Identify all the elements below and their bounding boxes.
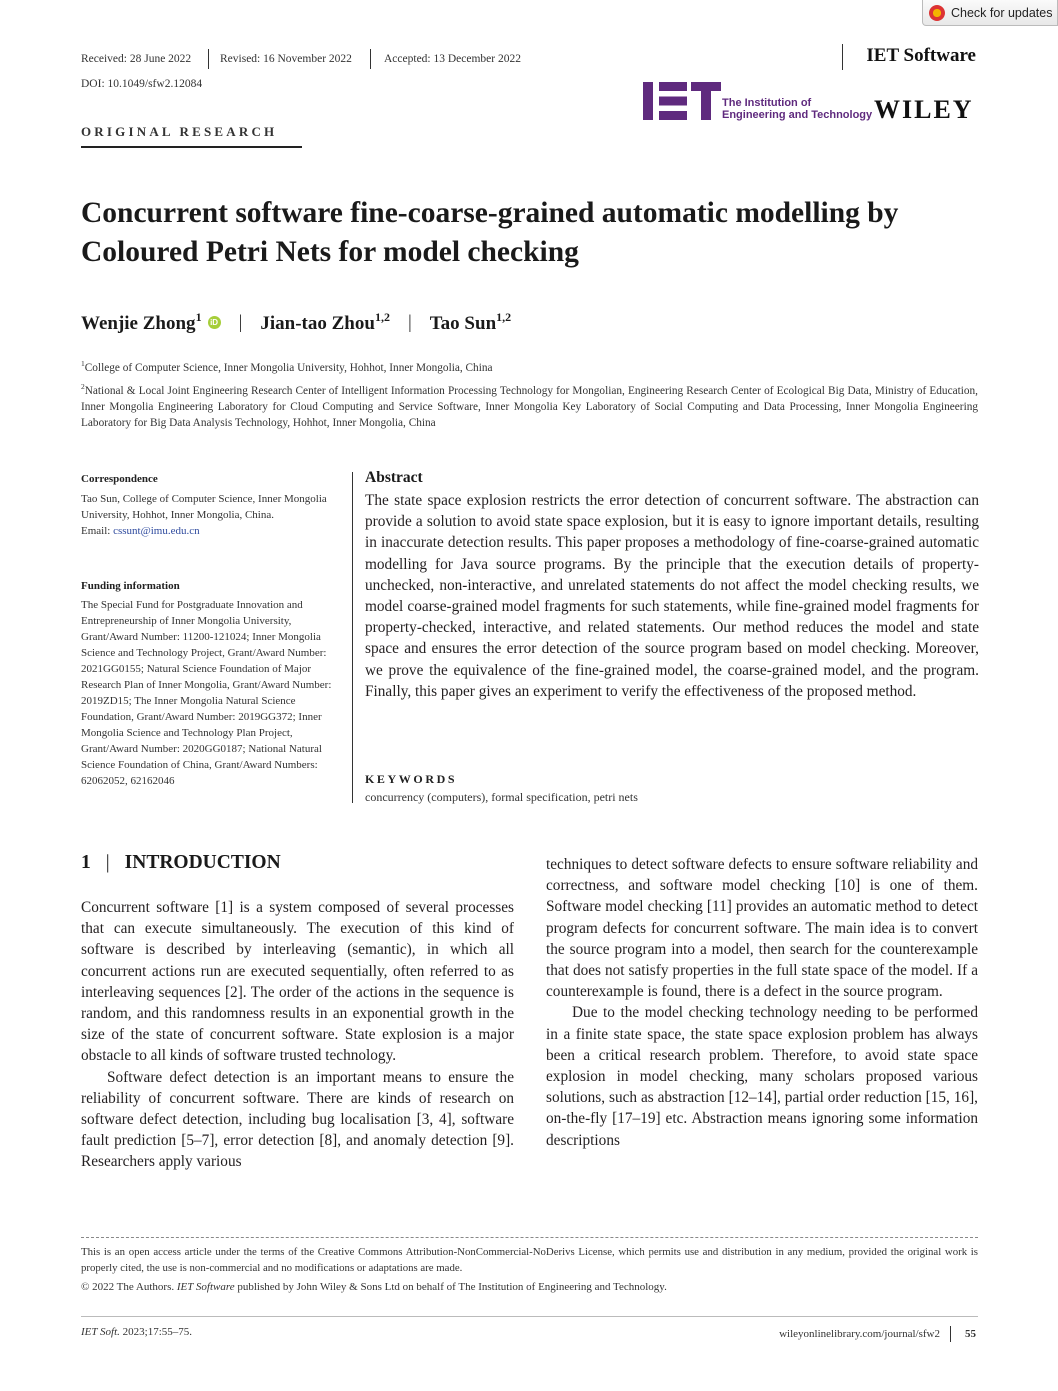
author-name[interactable]: Wenjie Zhong$^1$: [81, 310, 202, 334]
paragraph: Concurrent software [1] is a system composed of several processes that can execute simultaneously. The execution of this kind of software is described by interleaving (semantic), in which all concurrent actions run are executed sequentially, often referred to as interleaving sequences [2]. The order of the actions in the sequence is random, and this randomness results in an exponential growth in the size of the state of concurrent software. State explosion is a major obstacle to all kinds of software trusted technology.: [81, 899, 514, 1065]
body-column-left: [81, 897, 514, 1173]
author-name[interactable]: Jian-tao Zhou$^{1,2}$: [260, 310, 390, 334]
crossmark-icon: [929, 5, 945, 21]
body-column-right: [546, 854, 978, 1151]
paragraph: Software defect detection is an important means to ensure the reliability of concurrent software. There are kinds of research on software defect detection, including bug localisation [3, 4], software fault prediction [5–7], error detection [8], and anomaly detection [9]. Researchers apply various: [81, 1068, 514, 1171]
publisher-logo: WILEY: [874, 95, 974, 124]
footnote-rule: [81, 1237, 978, 1238]
paragraph: Due to the model checking technology needing to be performed in a finite state space, the state space explosion problem has always been a critical research problem. Therefore, to avoid state space explosion in model checking, many scholars proposed various solutions, such as abstraction [12–14], partial order reduction [15, 16], on-the-fly [17–19] etc. Abstraction means ignoring some information descriptions: [546, 1004, 978, 1149]
correspondence-heading: Correspondence: [81, 473, 158, 485]
author-separator: |: [407, 311, 412, 333]
affiliation-1: $^1$College of Computer Science, Inner Mongolia University, Hohhot, Inner Mongolia, China: [81, 359, 493, 374]
doi: DOI: 10.1049/sfw2.12084: [81, 78, 203, 90]
license-text: This is an open access article under the terms of the Creative Commons Attribution-NonCommercial-NoDerivs License, which permits use and distribution in any medium, provided the original work is properly cited, the use is non-commercial and no modifications or adaptations are made.: [81, 1246, 978, 1274]
revised-date: Revised: 16 November 2022: [220, 53, 352, 65]
email-link[interactable]: cssunt@imu.edu.cn: [113, 525, 200, 537]
copyright-text: © 2022 The Authors. IET Software published by John Wiley & Sons Ltd on behalf of The Institution of Engineering and Technology.: [81, 1281, 667, 1293]
accepted-date: Accepted: 13 December 2022: [384, 53, 521, 65]
column-divider: [352, 472, 353, 803]
abstract-text: The state space explosion restricts the error detection of concurrent software. The abstraction can provide a solution to avoid state space explosion, but it is easy to ignore important details, resulting in inaccurate detection results. This paper proposes a methodology of fine-coarse-grained automatic modelling for Java source programs. By the principle that the execution details of property-unchecked, non-interactive, and unrelated statements do not affect the model checking results, we model coarse-grained model fragments for such statements, while fine-grained model fragments for property-checked, interactive, and related statements. Our method reduces the model and state space and ensures the error detection of the source program based on model checking. Moreover, we prove the equivalence of the fine-grained model, the coarse-grained model, and the program. Finally, this paper gives an experiment to verify the effectiveness of the proposed method.: [365, 492, 979, 700]
keywords-heading: KEYWORDS: [365, 772, 458, 786]
journal-name: IET Software: [866, 45, 976, 66]
footer-right: [779, 1326, 976, 1342]
author-name[interactable]: Tao Sun$^{1,2}$: [429, 310, 512, 334]
citation: IET Soft. 2023;17:55–75.: [81, 1326, 193, 1338]
orcid-icon[interactable]: iD: [208, 316, 221, 329]
check-for-updates-label: Check for updates: [951, 5, 1053, 20]
keywords-list: concurrency (computers), formal specification, petri nets: [365, 790, 638, 804]
article-type: ORIGINAL RESEARCH: [81, 124, 278, 139]
received-date: Received: 28 June 2022: [81, 53, 192, 65]
article-title: Concurrent software fine-coarse-grained automatic modelling by Coloured Petri Nets for model checking: [81, 197, 899, 268]
divider: [208, 49, 209, 69]
journal-url-link[interactable]: wileyonlinelibrary.com/journal/sfw2: [779, 1328, 940, 1340]
divider: [842, 44, 843, 70]
paragraph: techniques to detect software defects to ensure software reliability and correctness, and software model checking [10] is one of them. Software model checking [11] provides an automatic method to detect program defects for concurrent software. The main idea is to convert the source program into a model, then search for the counterexample that does not satisfy properties in the full state space of the model. If a counterexample is found, there is a defect in the source program.: [546, 856, 978, 1001]
divider: [370, 49, 371, 69]
iet-logo: [643, 82, 721, 120]
section-underline: [81, 146, 302, 148]
funding-text: The Special Fund for Postgraduate Innovation and Entrepreneurship of Inner Mongolia University, Grant/Award Number: 11200-121024; Inner Mongolia Science and Technology Project, Grant/Award Number: 2021GG0155; Natural Science Foundation of Major Research Plan of Inner Mongolia, Grant/Award Number: 2019ZD15; The Inner Mongolia Natural Science Foundation, Grant/Award Number: 2019GG372; Inner Mongolia Science and Technology Plan Project, Grant/Award Number: 2020GG0187; National Natural Science Foundation of China, Grant/Award Numbers: 62062052, 62162046: [81, 599, 332, 787]
iet-institution-name: The Institution of Engineering and Technology: [722, 97, 873, 121]
funding-heading: Funding information: [81, 580, 180, 592]
section-heading: 1 | INTRODUCTION: [81, 852, 281, 873]
abstract-heading: Abstract: [365, 469, 423, 486]
author-list: [81, 310, 511, 335]
page-number: 55: [950, 1326, 976, 1342]
footer-rule: [81, 1316, 978, 1317]
author-separator: |: [238, 311, 243, 333]
check-for-updates-button[interactable]: [922, 0, 1058, 26]
affiliation-2: $^2$National & Local Joint Engineering Research Center of Intelligent Information Processing Technology for Mongolian, Engineering Research Center of Ecological Big Data, Ministry of Education, Inner Mongolia Engineering Laboratory for Cloud Computing and Service Software, Inner Mongolia Key Laboratory of Social Computing and Data Processing, Inner Mongolia Engineering Laboratory for Big Data Analysis Technology, Hohhot, Inner Mongolia, China: [81, 382, 978, 429]
correspondence-text: Tao Sun, College of Computer Science, Inner Mongolia University, Hohhot, Inner Mongolia, China. Email: cssunt@imu.edu.cn: [81, 493, 327, 537]
